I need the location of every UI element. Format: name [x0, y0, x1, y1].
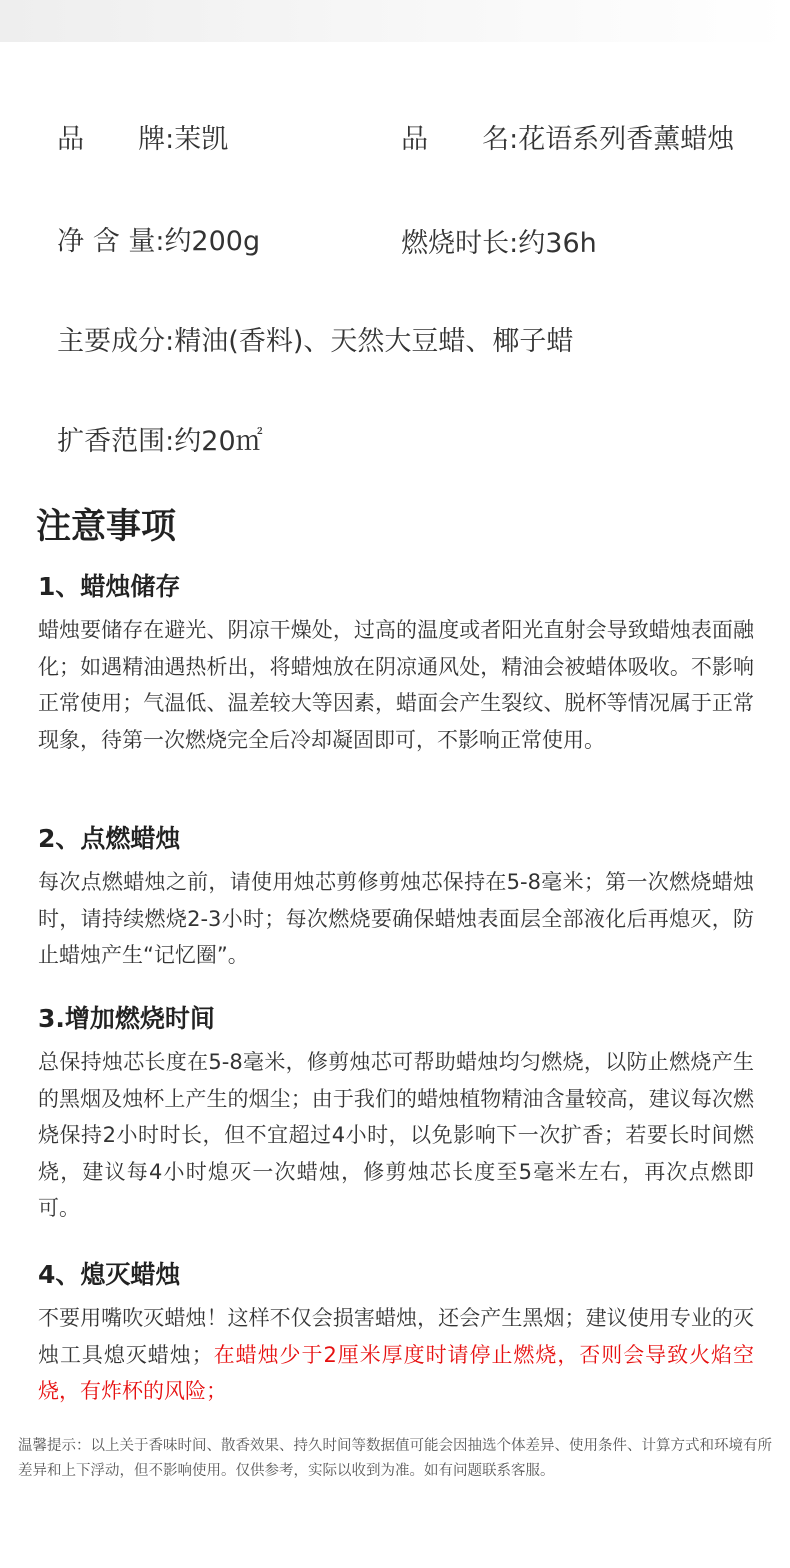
spec-brand-label: 品 牌:: [57, 124, 175, 155]
section-extinguish: [38, 1256, 754, 1410]
spec-range: [40, 382, 263, 462]
section-burn-time: [38, 1000, 754, 1227]
spec-burn-time: [384, 184, 597, 264]
spec-name-value: 花语系列香薰蜡烛: [518, 124, 735, 155]
section-heading: 1、蜡烛储存: [38, 572, 181, 601]
section-storage: [38, 568, 754, 758]
spec-net-label: 净 含 量:: [57, 226, 165, 257]
section-body-warning: 在蜡烛少于2厘米厚度时请停止燃烧，否则会导致火焰空烧，有炸杯的风险；: [38, 1342, 754, 1403]
section-body: 每次点燃蜡烛之前，请使用烛芯剪修剪烛芯保持在5-8毫米；第一次燃烧蜡烛时，请持续燃烧2-3小时；每次燃烧要确保蜡烛表面层全部液化后再熄灭，防止蜡烛产生“记忆圈”。: [38, 870, 754, 967]
notice-title: 注意事项: [36, 507, 177, 547]
spec-ingredients-value: 精油(香料)、天然大豆蜡、椰子蜡: [174, 326, 574, 357]
section-body-normal: 不要用嘴吹灭蜡烛！这样不仅会损害蜡烛，还会产生黑烟；建议使用专业的灭烛工具熄灭蜡烛；: [38, 1306, 754, 1367]
spec-burn-value: 约36h: [518, 228, 597, 259]
section-body: [38, 1300, 754, 1410]
section-body: 蜡烛要储存在避光、阴凉干燥处，过高的温度或者阳光直射会导致蜡烛表面融化；如遇精油遇热析出，将蜡烛放在阴凉通风处，精油会被蜡体吸收。不影响正常使用；气温低、温差较大等因素，蜡面会产生裂纹、脱杯等情况属于正常现象，待第一次燃烧完全后冷却凝固即可，不影响正常使用。: [38, 618, 754, 752]
spec-brand: [40, 80, 228, 160]
spec-burn-label: 燃烧时长:: [401, 228, 519, 259]
section-body: 总保持烛芯长度在5-8毫米，修剪烛芯可帮助蜡烛均匀燃烧，以防止燃烧产生的黑烟及烛杯上产生的烟尘；由于我们的蜡烛植物精油含量较高，建议每次燃烧保持2小时时长，但不宜超过4小时，以免影响下一次扩香；若要长时间燃烧，建议每4小时熄灭一次蜡烛，修剪烛芯长度至5毫米左右，再次点燃即可。: [38, 1050, 754, 1220]
spec-range-value: 约20㎡: [174, 426, 263, 457]
spec-ingredients-label: 主要成分:: [57, 326, 175, 357]
section-heading: 4、熄灭蜡烛: [38, 1260, 181, 1289]
section-heading: 3.增加燃烧时间: [38, 1004, 215, 1033]
footnote: 温馨提示：以上关于香味时间、散香效果、持久时间等数据值可能会因抽选个体差异、使用条件、计算方式和环境有所差异和上下浮动，但不影响使用。仅供参考，实际以收到为准。如有问题联系客服。: [18, 1438, 772, 1479]
spec-range-label: 扩香范围:: [57, 426, 175, 457]
spec-name: [384, 80, 734, 160]
spec-net-weight: [40, 182, 260, 262]
header-decoration: [0, 0, 790, 42]
section-heading: 2、点燃蜡烛: [38, 824, 181, 853]
spec-brand-value: 茉凯: [174, 124, 229, 155]
section-lighting: [38, 820, 754, 974]
spec-ingredients: [40, 282, 573, 362]
spec-name-label: 品 名:: [401, 124, 519, 155]
spec-net-value: 约200g: [164, 226, 261, 257]
